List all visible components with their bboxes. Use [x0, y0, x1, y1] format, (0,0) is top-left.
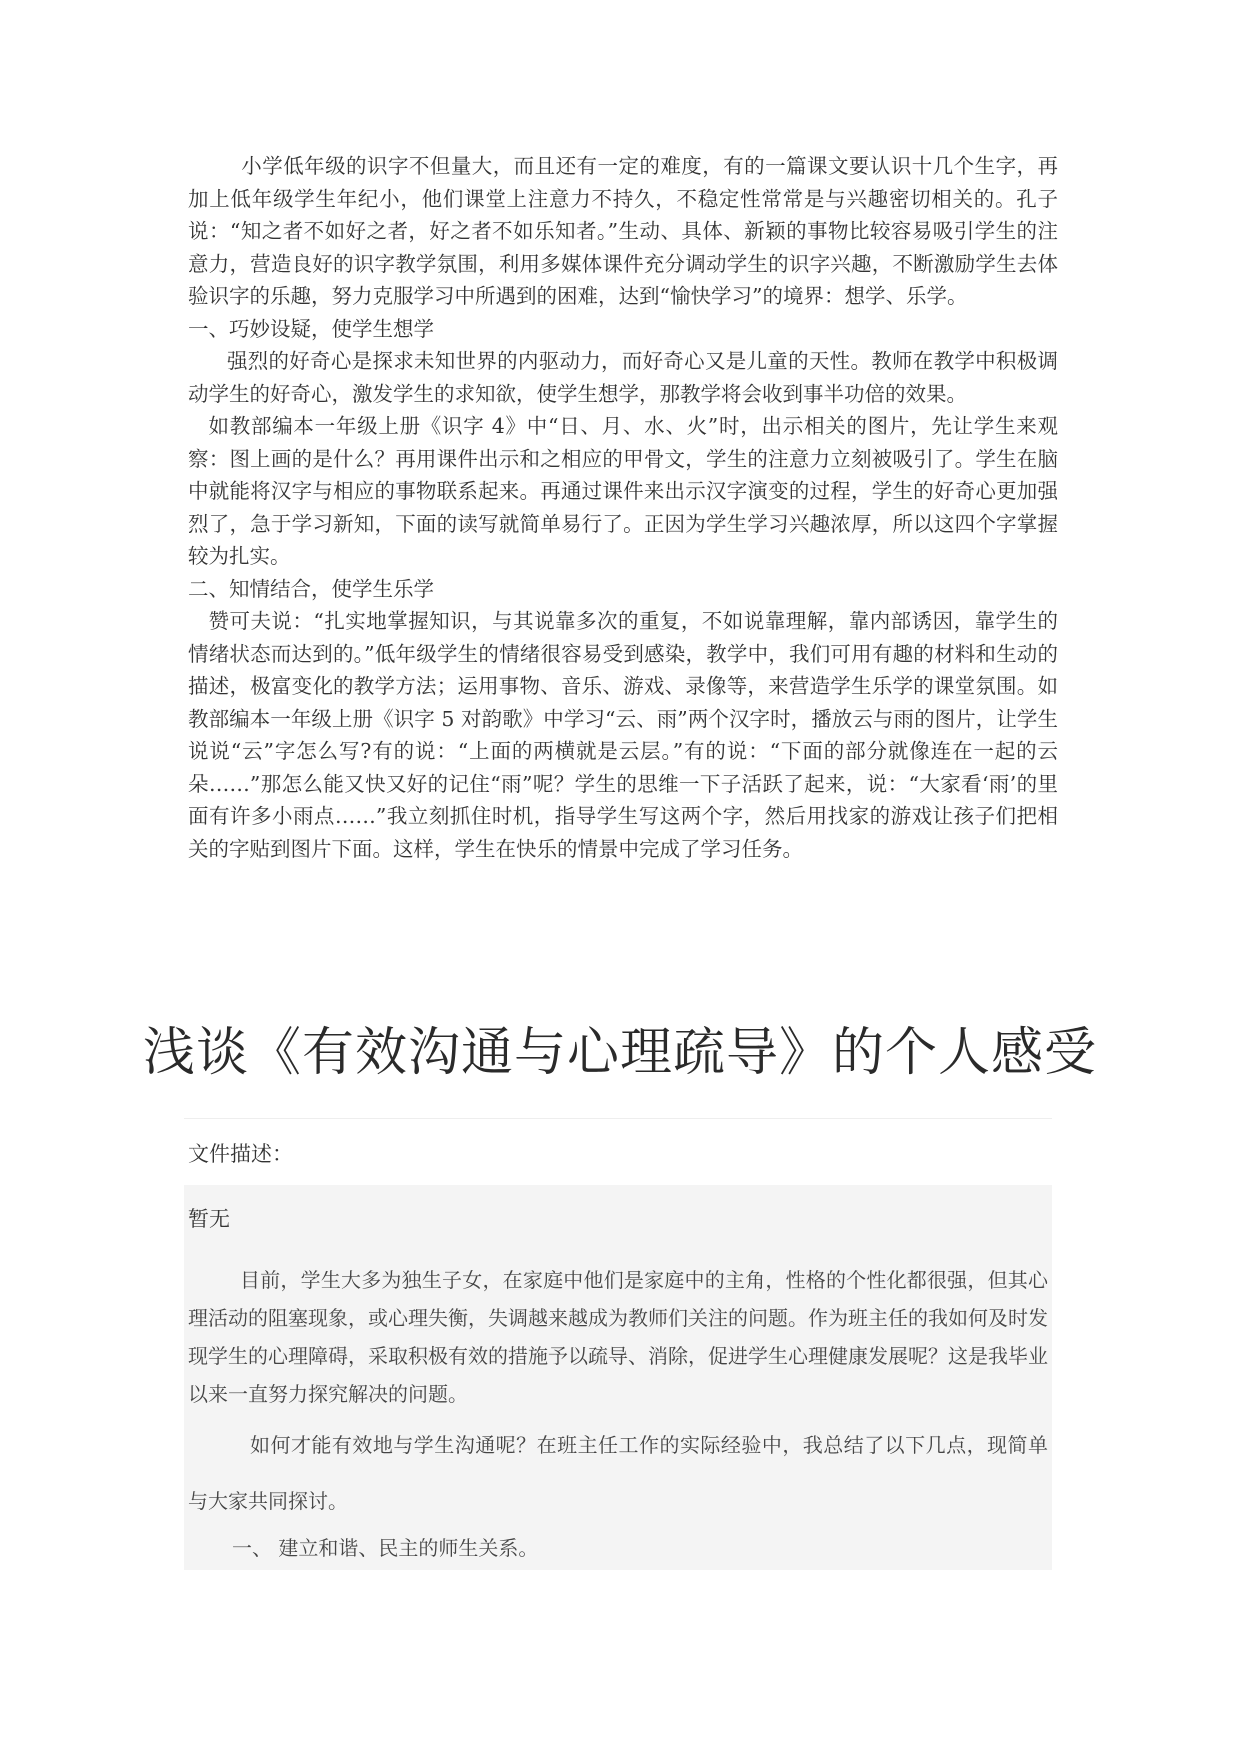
- file-description-label: 文件描述：: [188, 1142, 293, 1166]
- intro-paragraph: 小学低年级的识字不但量大，而且还有一定的难度，有的一篇课文要认识十几个生字，再加上低年级学生年纪小，他们课堂上注意力不持久，不稳定性常常是与兴趣密切相关的。孔子说：“知之者不如好之者，好之者不如乐知者。”生动、具体、新颖的事物比较容易吸引学生的注意力，营造良好的识字教学氛围，利用多媒体课件充分调动学生的识字兴趣，不断激励学生去体验识字的乐趣，努力克服学习中所遇到的困难，达到“愉快学习”的境界：想学、乐学。: [188, 154, 1058, 308]
- section2-paragraph-1: 赞可夫说：“扎实地掌握知识，与其说靠多次的重复，不如说靠理解，靠内部诱因，靠学生的情绪状态而达到的。”低年级学生的情绪很容易受到感染，教学中，我们可用有趣的材料和生动的描述，极富变化的教学方法；运用事物、音乐、游戏、录像等，来营造学生乐学的课堂氛围。如教部编本一年级上册《识字 5 对韵歌》中学习“云、雨”两个汉字时，播放云与雨的图片，让学生说说“云”字怎么写?有的说：“上面的两横就是云层。”有的说：“下面的部分就像连在一起的云朵……”那怎么能又快又好的记住“雨”呢？学生的思维一下子活跃了起来，说：“大家看‘雨’的里面有许多小雨点……”我立刻抓住时机，指导学生写这两个字，然后用找家的游戏让孩子们把相关的字贴到图片下面。这样，学生在快乐的情景中完成了学习任务。: [188, 609, 1058, 861]
- section1-paragraph-1: 强烈的好奇心是探求未知世界的内驱动力，而好奇心又是儿童的天性。教师在教学中积极调动学生的好奇心，激发学生的求知欲，使学生想学，那教学将会收到事半功倍的效果。: [188, 349, 1058, 406]
- section1-paragraph-2: 如教部编本一年级上册《识字 4》中“日、月、水、火”时，出示相关的图片，先让学生来观察：图上画的是什么？再用课件出示和之相应的甲骨文，学生的注意力立刻被吸引了。学生在脑中就能将汉字与相应的事物联系起来。再通过课件来出示汉字演变的过程，学生的好奇心更加强烈了，急于学习新知，下面的读写就简单易行了。正因为学生学习兴趣浓厚，所以这四个字掌握较为扎实。: [188, 414, 1058, 568]
- page-title: 浅谈《有效沟通与心理疏导》的个人感受: [142, 1023, 1097, 1083]
- file-description-box: [184, 1185, 1052, 1570]
- section-heading-2: 二、知情结合，使学生乐学: [188, 576, 434, 601]
- title-divider: [184, 1118, 1052, 1119]
- description-paragraph-2: 如何才能有效地与学生沟通呢？在班主任工作的实际经验中，我总结了以下几点，现简单与大家共同探讨。: [188, 1433, 1048, 1513]
- article-body: [188, 150, 1058, 865]
- section-heading-1: 一、巧妙设疑，使学生想学: [188, 316, 434, 341]
- description-paragraph-3: 一、 建立和谐、民主的师生关系。: [232, 1536, 539, 1560]
- file-description-value: 暂无: [188, 1207, 230, 1231]
- description-paragraph-1: 目前，学生大多为独生子女，在家庭中他们是家庭中的主角，性格的个性化都很强，但其心理活动的阻塞现象，或心理失衡，失调越来越成为教师们关注的问题。作为班主任的我如何及时发现学生的心理障碍，采取积极有效的措施予以疏导、消除，促进学生心理健康发展呢？这是我毕业以来一直努力探究解决的问题。: [188, 1268, 1048, 1406]
- description-content: [188, 1261, 1048, 1567]
